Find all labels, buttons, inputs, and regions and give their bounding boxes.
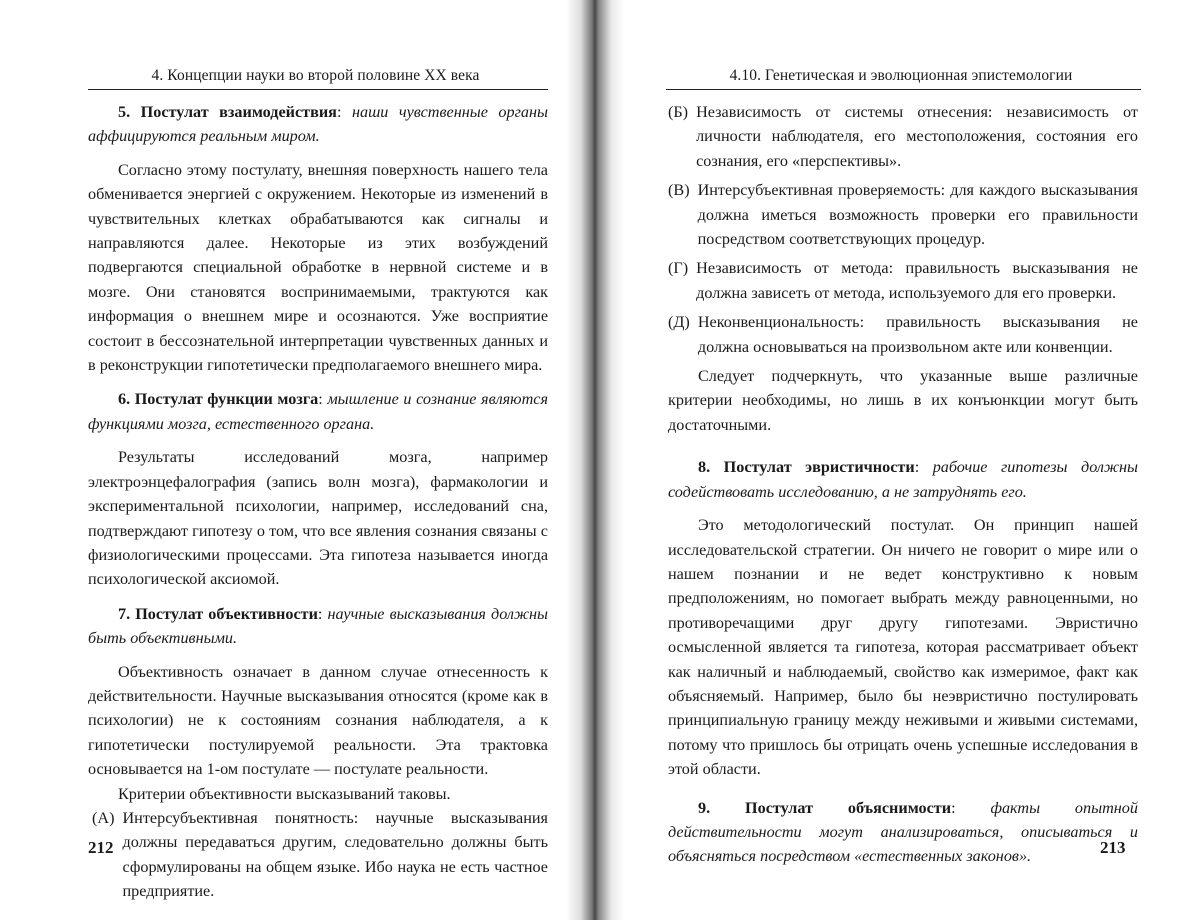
criterion-g-text: Независимость от метода: правильность высказывания не должна зависеть от метода, используемого для его проверки.	[696, 259, 1138, 302]
postulate-7-title: 7. Постулат объективности	[118, 604, 318, 623]
criterion-a-text: Интерсубъективная понятность: научные высказывания должны передаваться другим, следовательно должны быть сформулированы на общем языке. Ибо наука не есть частное предприятие.	[122, 808, 548, 901]
left-page-number: 212	[88, 838, 114, 857]
right-page	[604, 0, 1200, 920]
criterion-b-marker: (Б)	[668, 103, 689, 121]
left-header-rule	[88, 89, 548, 90]
postulate-5-body: Согласно этому постулату, внешняя поверхность нашего тела обменивается энергией с окружением. Некоторые из изменений в чувствительных клетках обрабатываются как сигналы и направляются далее. Некоторые из этих возбуждений подвергаются специальной обработке в нервной системе и в мозге. Они становятся воспринимаемыми, трактуются как информация о внешнем мире и осознаются. Уже восприятие состоит в бессознательной интерпретации чувственных данных и в реконструкции гипотетически предполагаемого внешнего мира.	[88, 160, 548, 375]
postulate-8-title: 8. Постулат эвристичности	[698, 458, 915, 477]
postulate-6-title: 6. Постулат функции мозга	[118, 390, 319, 409]
left-running-head: 4. Концепции науки во второй половине XX века	[151, 67, 480, 84]
criterion-g-marker: (Г)	[668, 259, 689, 278]
postulate-9-heading	[668, 796, 1138, 869]
criterion-b-text: Независимость от системы отнесения: независимость от личности наблюдателя, его местоположения, состояния его сознания, его «перспективы».	[696, 103, 1138, 170]
right-header-rule	[666, 89, 1141, 90]
postulate-9-claim: факты опытной действительности могут анализироваться, описываться и объясняться посредством «естественных законов».	[668, 798, 1138, 866]
postulate-7-heading	[88, 602, 548, 651]
right-running-head: 4.10. Генетическая и эволюционная эпистемологии	[729, 67, 1073, 84]
postulate-6-claim: мышление и сознание являются функциями мозга, естественного органа.	[88, 390, 548, 433]
postulate-5-title: 5. Постулат взаимодействия	[118, 103, 337, 121]
criterion-b	[668, 100, 1138, 173]
criterion-g	[668, 256, 1138, 305]
postulate-9-title: 9. Постулат объяснимости	[698, 798, 952, 817]
left-body	[88, 100, 548, 909]
postulate-7-colon: :	[317, 604, 328, 623]
postulate-8-body: Это методологический постулат. Он принцип нашей исследовательской стратегии. Он ничего не говорит о мире или о нашем познании и не ведет конструктивно к новым предположениям, но помогает выбрать между равноценными, но противоречащими друг другу гипотезами. Эвристично осмысленной является та гипотеза, которая рассматривает объект как наличный и наблюдаемый, свойство как измеримое, факт как объясняемый. Например, было бы неэвристично постулировать принципиальную границу между неживыми и живыми системами, потому что пришлось бы отрицать очень успешные исследования в этой области.	[668, 516, 1138, 779]
postulate-9-colon: :	[951, 798, 991, 817]
postulate-7-body: Объективность означает в данном случае отнесенность к действительности. Научные высказывания относятся (кроме как в психологии) не к состояниям сознания наблюдателя, а к гипотетически постулируемой реальности. Эта трактовка основывается на 1-ом постулате — постулате реальности.	[88, 662, 548, 779]
postulate-6-heading	[88, 387, 548, 436]
postulate-8-heading	[668, 455, 1138, 504]
postulate-6-colon: :	[318, 390, 328, 409]
criterion-d	[668, 310, 1138, 359]
postulate-5-colon: :	[336, 103, 352, 121]
postulate-6-body: Результаты исследований мозга, например электроэнцефалография (запись волн мозга), фармакологии и экспериментальной психологии, например, исследований сна, подтверждают гипотезу о том, что все явления сознания связаны с физиологическими процессами. Эта гипотеза называется иногда психологической аксиомой.	[88, 448, 548, 589]
right-body	[668, 100, 1138, 878]
criterion-d-marker: (Д)	[668, 313, 690, 332]
criteria-intro: Критерии объективности высказываний таковы.	[118, 784, 451, 803]
postulate-5-heading	[88, 100, 548, 149]
book-gutter-shadow	[566, 0, 624, 920]
criterion-v	[668, 178, 1138, 251]
criterion-a-marker: (А)	[92, 808, 115, 827]
criterion-a	[92, 806, 548, 904]
criteria-summary: Следует подчеркнуть, что указанные выше различные критерии необходимы, но лишь в их конъюнкции могут быть достаточными.	[668, 367, 1138, 434]
criterion-v-marker: (В)	[668, 181, 690, 200]
postulate-8-colon: :	[914, 458, 933, 477]
criterion-v-text: Интерсубъективная проверяемость: для каждого высказывания должна иметься возможность проверки его правильности посредством соответствующих процедур.	[697, 181, 1138, 249]
left-page	[0, 0, 596, 920]
right-page-number: 213	[1100, 838, 1126, 857]
postulate-7-claim: научные высказывания должны быть объективными.	[88, 604, 548, 648]
postulate-8-claim: рабочие гипотезы должны содействовать исследованию, а не затруднять его.	[668, 458, 1138, 501]
postulate-5-claim: наши чувственные органы аффицируются реальным миром.	[88, 103, 549, 146]
criterion-d-text: Неконвенциональность: правильность высказывания не должна основываться на произвольном акте или конвенции.	[697, 313, 1138, 356]
